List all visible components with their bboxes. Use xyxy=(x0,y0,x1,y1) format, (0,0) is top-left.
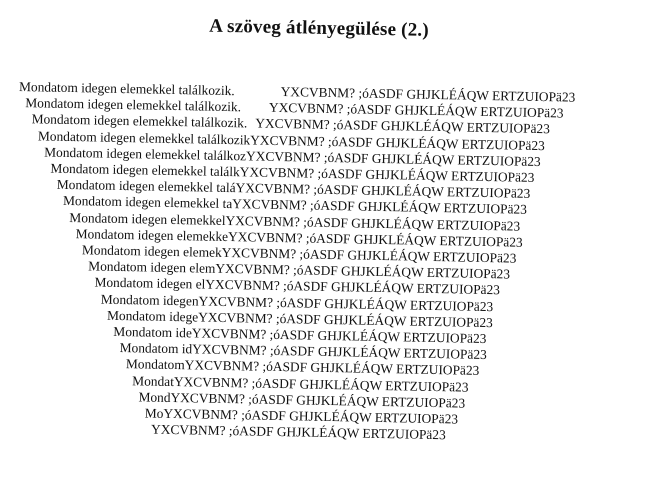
line-code-string: YXCVBNM? ;óASDF GHJKLÉÁQW ERTZUIOPä23 xyxy=(232,196,528,218)
line-code-string: YXCVBNM? ;óASDF GHJKLÉÁQW ERTZUIOPä23 xyxy=(192,341,487,363)
line-sentence-fragment: Mondatom idegen elemek xyxy=(81,242,222,260)
line-code-string: YXCVBNM? ;óASDF GHJKLÉÁQW ERTZUIOPä23 xyxy=(173,373,469,395)
line-sentence-fragment: Mondatom idegen elemekkel találkozik. xyxy=(31,111,248,131)
line-sentence-fragment: Mondatom idegen elemekkel ta xyxy=(62,193,233,212)
line-sentence-fragment: Mondatom idegen elemekkel találkozik. xyxy=(18,79,235,99)
line-code-string: YXCVBNM? ;óASDF GHJKLÉÁQW ERTZUIOPä23 xyxy=(235,180,531,202)
line-code-string: YXCVBNM? ;óASDF GHJKLÉÁQW ERTZUIOPä23 xyxy=(245,148,541,169)
line-sentence-fragment: Mondatom idegen elemekkel xyxy=(69,209,226,228)
line-sentence-fragment: Mondatom idegen elemekkel találkoz xyxy=(44,144,247,164)
line-code-string: YXCVBNM? ;óASDF GHJKLÉÁQW ERTZUIOPä23 xyxy=(250,132,545,153)
line-sentence-fragment: Mo xyxy=(144,405,164,421)
line-sentence-fragment: Mondatom idegen elemekkel talá xyxy=(56,176,236,196)
line-code-string: YXCVBNM? ;óASDF GHJKLÉÁQW ERTZUIOPä23 xyxy=(163,405,459,427)
line-code-string: YXCVBNM? ;óASDF GHJKLÉÁQW ERTZUIOPä23 xyxy=(184,357,480,379)
page-title: A szöveg átlényegülése (2.) xyxy=(209,15,430,41)
line-sentence-fragment: Mondatom idege xyxy=(106,307,199,325)
line-sentence-fragment: Mondatom id xyxy=(119,340,193,357)
line-sentence-fragment: Mondatom idegen elemekkel találk xyxy=(50,160,240,180)
line-code-string: YXCVBNM? ;óASDF GHJKLÉÁQW ERTZUIOPä23 xyxy=(198,293,494,314)
line-sentence-fragment: Mondat xyxy=(132,372,175,389)
line-code-string: YXCVBNM? ;óASDF GHJKLÉÁQW ERTZUIOPä23 xyxy=(215,260,511,282)
line-code-string: YXCVBNM? ;óASDF GHJKLÉÁQW ERTZUIOPä23 xyxy=(268,99,564,121)
line-sentence-fragment: Mondatom idegen elem xyxy=(88,258,216,276)
line-sentence-fragment: Mondatom idegen elemekkel találkozik xyxy=(37,127,251,148)
line-sentence-fragment: Mondatom ide xyxy=(113,323,193,341)
line-code-string: YXCVBNM? ;óASDF GHJKLÉÁQW ERTZUIOPä23 xyxy=(221,244,517,266)
line-code-string: YXCVBNM? ;óASDF GHJKLÉÁQW ERTZUIOPä23 xyxy=(255,115,551,137)
line-code-string: YXCVBNM? ;óASDF GHJKLÉÁQW ERTZUIOPä23 xyxy=(280,84,576,105)
line-code-string: YXCVBNM? ;óASDF GHJKLÉÁQW ERTZUIOPä23 xyxy=(191,325,487,347)
line-sentence-fragment: Mond xyxy=(138,389,171,405)
line-sentence-fragment: Mondatom idegen elemekke xyxy=(75,225,229,244)
line-code-string: YXCVBNM? ;óASDF GHJKLÉÁQW ERTZUIOPä23 xyxy=(170,389,466,411)
line-sentence-fragment: Mondatom xyxy=(125,356,185,373)
line-sentence-fragment: Mondatom idegen el xyxy=(94,274,206,293)
line-code-string: YXCVBNM? ;óASDF GHJKLÉÁQW ERTZUIOPä23 xyxy=(150,421,446,443)
line-code-string: YXCVBNM? ;óASDF GHJKLÉÁQW ERTZUIOPä23 xyxy=(227,228,523,250)
line-sentence-fragment: Mondatom idegen elemekkel találkozik. xyxy=(25,95,242,115)
line-code-string: YXCVBNM? ;óASDF GHJKLÉÁQW ERTZUIOPä23 xyxy=(198,309,493,330)
line-code-string: YXCVBNM? ;óASDF GHJKLÉÁQW ERTZUIOPä23 xyxy=(239,164,535,185)
line-code-string: YXCVBNM? ;óASDF GHJKLÉÁQW ERTZUIOPä23 xyxy=(225,212,521,234)
line-code-string: YXCVBNM? ;óASDF GHJKLÉÁQW ERTZUIOPä23 xyxy=(205,277,501,298)
line-sentence-fragment: Mondatom idegen xyxy=(100,291,199,309)
